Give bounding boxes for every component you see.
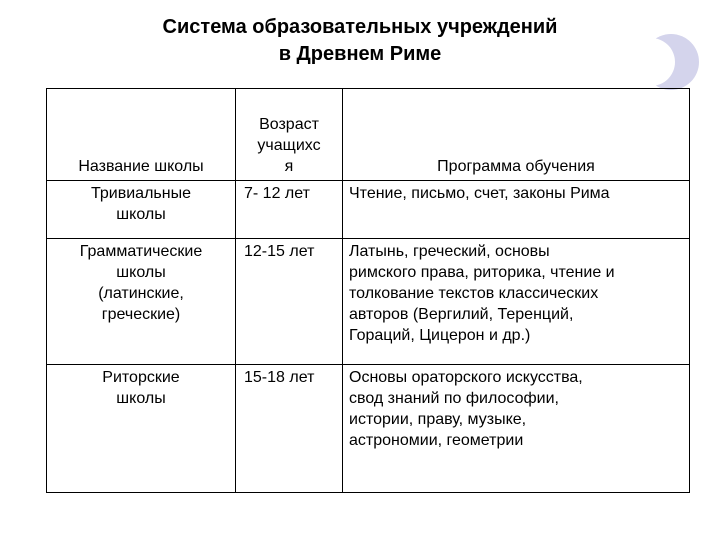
title-line-1: Система образовательных учреждений xyxy=(162,16,558,38)
table-row xyxy=(47,365,690,493)
program-cell: Латынь, греческий, основы римского права, риторика, чтение и толкование текстов классических авторов (Вергилий, Теренций, Гораций, Цицерон и др.) xyxy=(343,239,690,365)
table-header-row xyxy=(47,89,690,181)
title-line-2: в Древнем Риме xyxy=(278,43,442,65)
header-program: Программа обучения xyxy=(343,89,690,181)
header-age: Возраст учащихс я xyxy=(236,89,343,181)
school-name-cell: Тривиальные школы xyxy=(47,181,236,239)
header-name: Название школы xyxy=(47,89,236,181)
page-title xyxy=(0,14,720,68)
schools-table xyxy=(46,88,690,493)
school-name-cell: Риторские школы xyxy=(47,365,236,493)
table-row xyxy=(47,239,690,365)
program-cell: Основы ораторского искусства, свод знаний по философии, истории, праву, музыке, астрономии, геометрии xyxy=(343,365,690,493)
program-cell: Чтение, письмо, счет, законы Рима xyxy=(343,181,690,239)
student-age-cell: 12-15 лет xyxy=(236,239,343,365)
school-name-cell: Грамматические школы (латинские, греческие) xyxy=(47,239,236,365)
student-age-cell: 15-18 лет xyxy=(236,365,343,493)
schools-table-container xyxy=(46,88,689,492)
student-age-cell: 7- 12 лет xyxy=(236,181,343,239)
table-row xyxy=(47,181,690,239)
